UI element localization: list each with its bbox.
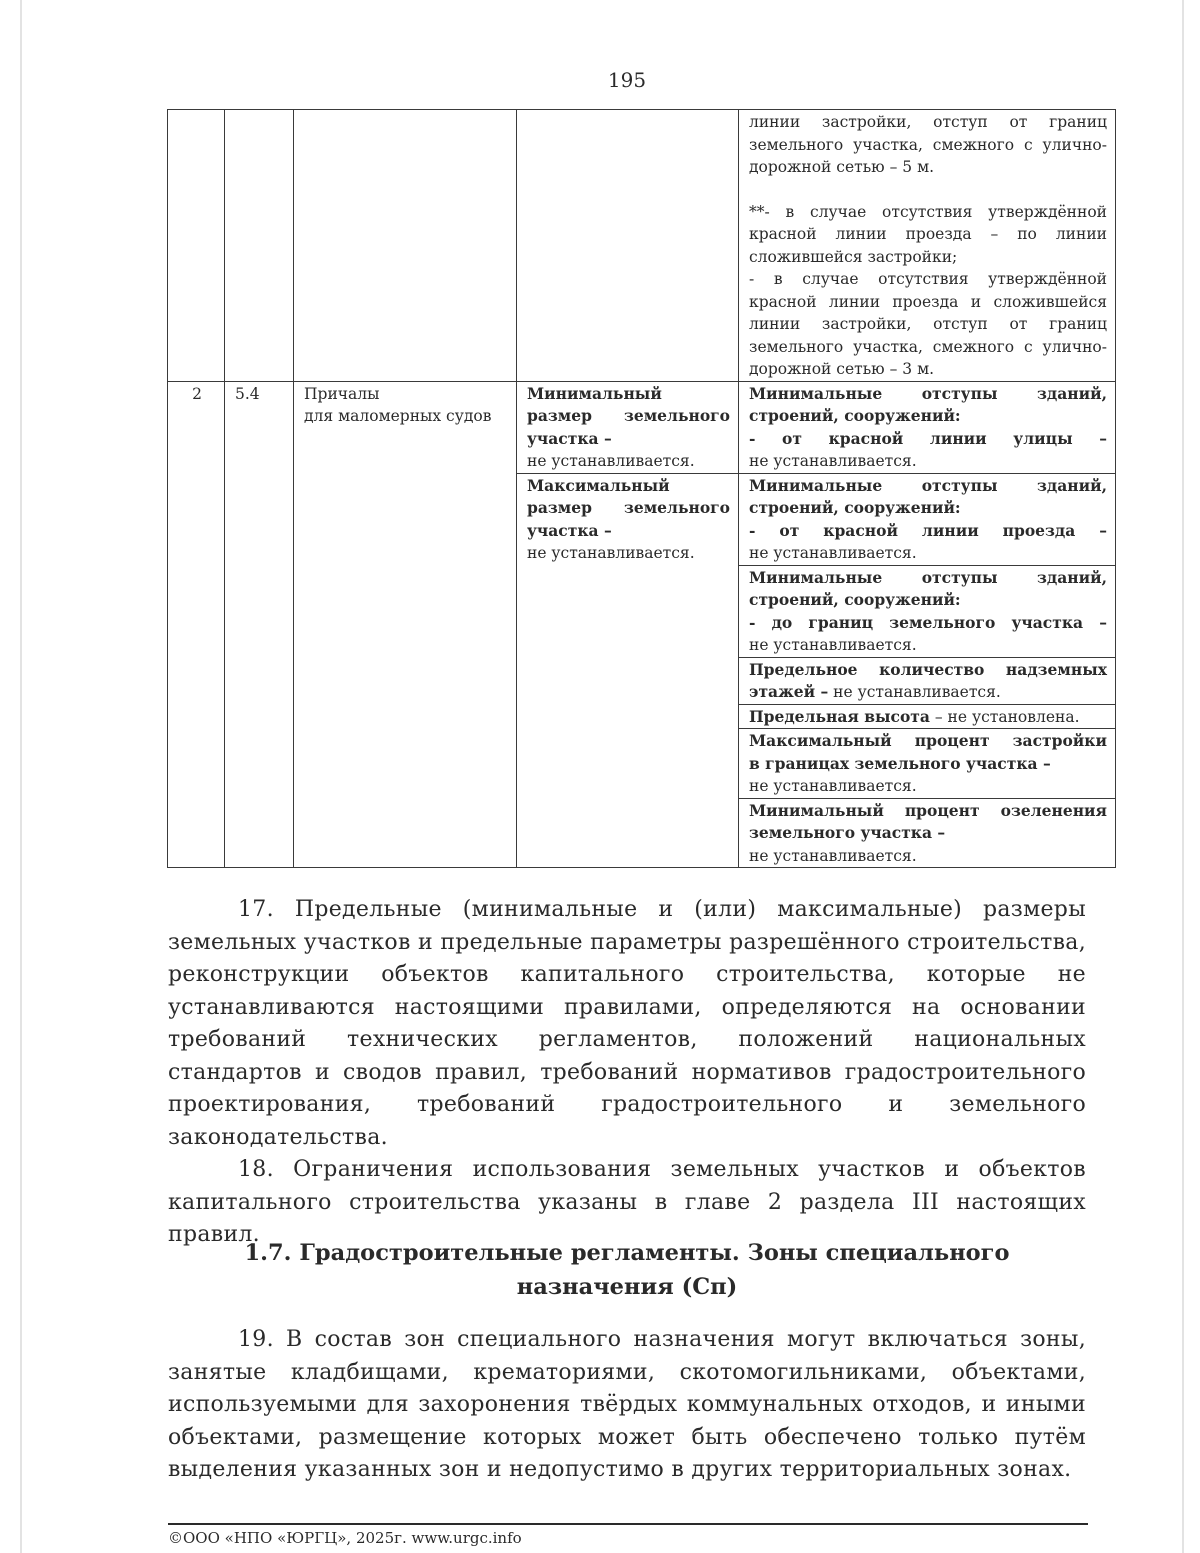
cell-param: [739, 657, 1116, 704]
param-line: строений, сооружений:: [749, 590, 961, 609]
param-line: строений, сооружений:: [749, 406, 961, 425]
text-line: линии застройки, отступ от границ: [749, 315, 1107, 333]
cell-param: [739, 381, 1116, 473]
param-line: земельного участка –: [749, 823, 946, 842]
param-line: Минимальные отступы зданий,: [749, 475, 1107, 495]
cell-param: [739, 565, 1116, 657]
min-size-value: не устанавливается.: [527, 452, 695, 470]
cell-code-empty: [225, 110, 294, 382]
param-value: не устанавливается.: [749, 636, 917, 654]
param-value: не устанавливается.: [749, 452, 917, 470]
param-value: не устанавливается.: [749, 544, 917, 562]
max-size-line: Максимальный: [527, 475, 670, 495]
cell-min-size: [517, 381, 739, 473]
param-value: не устанавливается.: [749, 777, 917, 795]
param-line: - от красной линии улицы –: [749, 428, 1107, 448]
page-edge-right: [1182, 0, 1184, 1553]
table-row-continuation: [168, 110, 1116, 382]
param-line: - до границ земельного участка –: [749, 612, 1107, 632]
text-line: **- в случае отсутствия утверждённой: [749, 202, 1107, 221]
min-size-line: участка –: [527, 428, 612, 448]
cell-continuation-text: [739, 110, 1116, 382]
max-size-line: участка –: [527, 520, 612, 540]
cell-param: [739, 473, 1116, 565]
cell-max-size: [517, 473, 739, 868]
cell-num-empty: [168, 110, 225, 382]
paragraph-19: 19. В состав зон специального назначения могут включаться зоны, занятые кладбищами, крематориями, скотомогильниками, объектами, используемыми для захоронения твёрдых коммунальных отходов, и иными объектами, размещение которых может быть обеспечено только путём выделения указанных зон и недопустимо в других территориальных зонах.: [168, 1327, 1086, 1482]
param-line: Минимальный процент озеленения: [749, 800, 1107, 820]
text-line: сложившейся застройки;: [749, 247, 958, 266]
text-line: дорожной сетью – 3 м.: [749, 360, 935, 378]
text-line: земельного участка, смежного с улично-: [749, 337, 1107, 356]
section-heading: 1.7. Градостроительные регламенты. Зоны специального назначения (Сп): [244, 1240, 1010, 1300]
param-line: [749, 706, 1107, 729]
param-line: Минимальные отступы зданий,: [749, 567, 1107, 587]
page-edge-left: [20, 0, 22, 1553]
param-line: строений, сооружений:: [749, 498, 961, 517]
text-line: дорожной сетью – 5 м.: [749, 158, 935, 176]
text-line: - в случае отсутствия утверждённой: [749, 270, 1107, 288]
max-size-value: не устанавливается.: [527, 544, 695, 562]
param-line: - от красной линии проезда –: [749, 520, 1107, 540]
cell-param: [739, 729, 1116, 799]
use-name-line: Причалы: [304, 384, 380, 403]
text-line: красной линии проезда – по линии: [749, 225, 1107, 243]
footer-copyright: ©ООО «НПО «ЮРГЦ», 2025г. www.urgc.info: [168, 1529, 522, 1547]
cell-name-empty: [294, 110, 517, 382]
regulations-table: [167, 109, 1116, 868]
param-value: не устанавливается.: [749, 846, 917, 865]
param-line: в границах земельного участка –: [749, 753, 1051, 773]
min-size-line: Минимальный: [527, 383, 662, 403]
cell-param: [739, 798, 1116, 868]
min-size-line: размер земельного: [527, 406, 730, 425]
table-row: [168, 381, 1116, 473]
cell-row-number: 2: [168, 381, 225, 868]
footer-rule: [168, 1523, 1088, 1525]
page-number: 195: [607, 68, 647, 92]
use-name-line: для маломерных судов: [304, 407, 492, 425]
cell-size-empty: [517, 110, 739, 382]
paragraph-block: [168, 1324, 1086, 1487]
max-size-line: размер земельного: [527, 498, 730, 517]
param-value: – не установлена.: [929, 707, 1080, 726]
cell-use-code: 5.4: [225, 381, 294, 868]
text-line: линии застройки, отступ от границ: [749, 113, 1107, 131]
cell-param: [739, 704, 1116, 729]
paragraph-17: 17. Предельные (минимальные и (или) максимальные) размеры земельных участков и предельные параметры разрешённого строительства, реконструкции объектов капитального строительства, которые не устанавливаются настоящими правилами, определяются на основании требований технических регламентов, положений национальных стандартов и сводов правил, требований нормативов градостроительного проектирования, требований градостроительного и земельного законодательства.: [168, 897, 1086, 1150]
param-line: Минимальные отступы зданий,: [749, 383, 1107, 403]
param-line: [749, 681, 1107, 704]
text-line: красной линии проезда и сложившейся: [749, 292, 1107, 311]
cell-use-name: [294, 381, 517, 868]
paragraph-block: [168, 894, 1086, 1252]
param-bold: Предельная высота: [749, 706, 930, 726]
paragraph-18: 18. Ограничения использования земельных участков и объектов капитального строительства указаны в главе 2 раздела III настоящих правил.: [168, 1157, 1086, 1247]
param-bold: этажей –: [749, 682, 829, 701]
param-value: не устанавливается.: [828, 683, 1001, 701]
text-line: земельного участка, смежного с улично-: [749, 135, 1107, 154]
param-line: Максимальный процент застройки: [749, 731, 1107, 750]
param-line: Предельное количество надземных: [749, 659, 1107, 679]
